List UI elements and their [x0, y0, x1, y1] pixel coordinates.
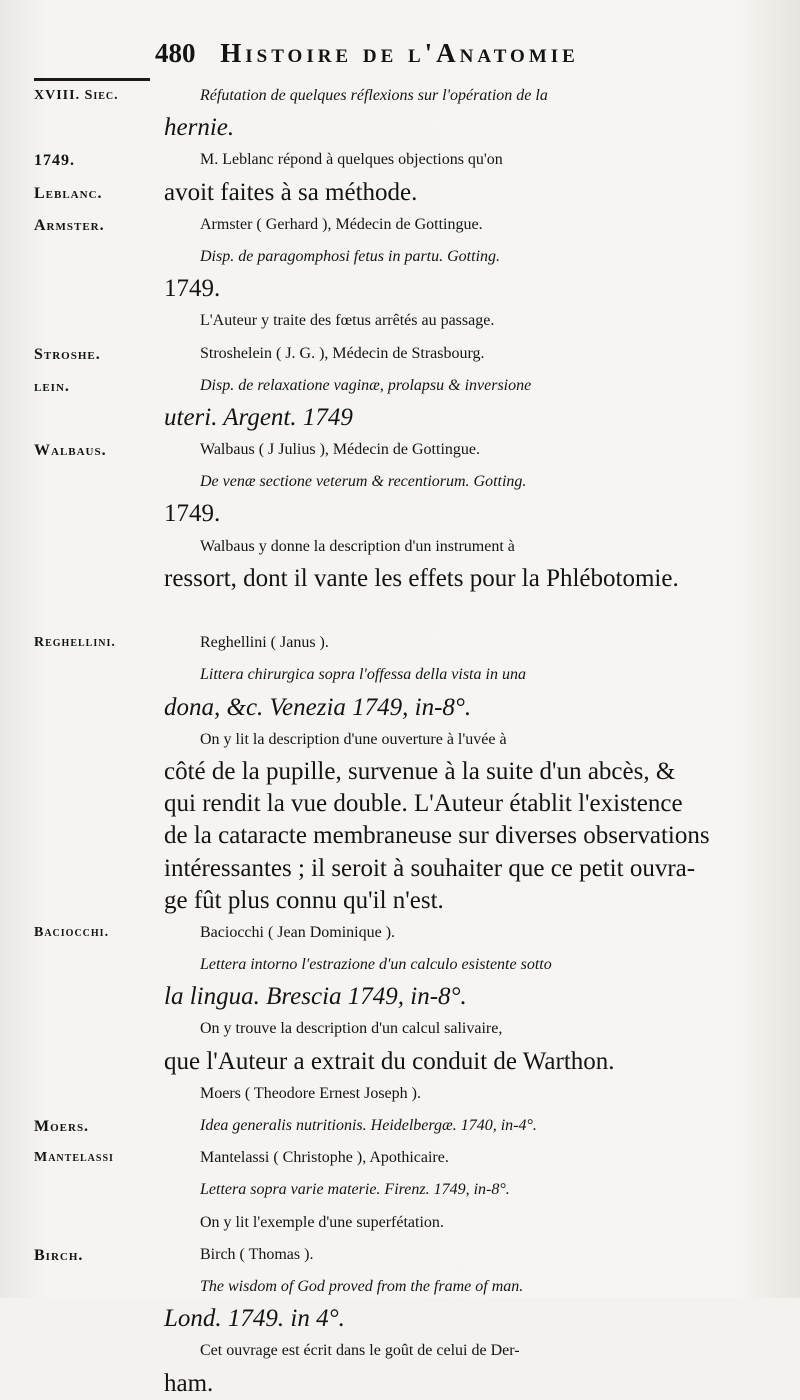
body-line: On y lit la description d'une ouverture à l'uvée à — [200, 730, 507, 748]
text-line — [0, 434, 800, 466]
text-line — [0, 144, 800, 176]
text-line — [0, 659, 800, 691]
italic-line: The wisdom of God proved from the frame of man. — [200, 1277, 524, 1295]
body-line: de la cataracte membraneuse sur diverses observations — [164, 822, 710, 850]
running-title: Histoire de l'Anatomie — [220, 38, 579, 68]
margin-note: Birch. — [34, 1246, 84, 1264]
text-line — [0, 466, 800, 498]
body-line: ham. — [164, 1369, 214, 1397]
italic-line: Disp. de paragomphosi fetus in partu. Gotting. — [200, 247, 501, 265]
text-line — [0, 788, 800, 820]
text-line — [0, 177, 800, 209]
italic-line: Idea generalis nutritionis. Heidelbergæ. 1740, in-4°. — [200, 1117, 537, 1134]
text-line — [0, 563, 800, 595]
text-line — [0, 692, 800, 724]
body-line: On y lit l'exemple d'une superfétation. — [200, 1213, 444, 1231]
body-line: Mantelassi ( Christophe ), Apothicaire. — [200, 1149, 449, 1167]
text-line — [0, 949, 800, 981]
running-header — [155, 38, 675, 69]
body-line: ressort, dont il vante les effets pour la Phlébotomie. — [164, 564, 679, 592]
text-line — [0, 1174, 800, 1206]
margin-note: Stroshe. — [34, 345, 101, 363]
italic-line: Réfutation de quelques réflexions sur l'opération de la — [200, 87, 548, 104]
text-line — [0, 1335, 800, 1367]
italic-line: Lettera sopra varie materie. Firenz. 1749, in-8°. — [200, 1181, 510, 1199]
text-line — [0, 273, 800, 305]
body-line: ge fût plus connu qu'il n'est. — [164, 886, 444, 914]
text-line — [0, 1110, 800, 1142]
margin-note: Mantelassi — [34, 1150, 114, 1166]
text-line — [0, 1271, 800, 1303]
italic-line: hernie. — [164, 114, 235, 142]
margin-note: Walbaus. — [34, 442, 107, 460]
italic-line: Lettera intorno l'estrazione d'un calculo esistente sotto — [200, 956, 552, 974]
body-line: Walbaus ( J Julius ), Médecin de Gottingue. — [200, 441, 480, 459]
text-line — [0, 112, 800, 144]
text-line — [0, 917, 800, 949]
text-line — [0, 531, 800, 563]
body-line: intéressantes ; il seroit à souhaiter que ce petit ouvra- — [164, 854, 696, 882]
text-line — [0, 338, 800, 370]
text-line — [0, 1239, 800, 1271]
text-line — [0, 756, 800, 788]
body-line: Stroshelein ( J. G. ), Médecin de Strasbourg. — [200, 344, 485, 362]
body-line: Walbaus y donne la description d'un instrument à — [200, 537, 515, 555]
body-line: qui rendit la vue double. L'Auteur établit l'existence — [164, 790, 683, 818]
body-line: Moers ( Theodore Ernest Joseph ). — [200, 1084, 421, 1102]
body-line: L'Auteur y traite des fœtus arrêtés au passage. — [200, 312, 495, 330]
body-line: Cet ouvrage est écrit dans le goût de celui de Der- — [200, 1342, 520, 1360]
text-block — [0, 80, 800, 1400]
text-line — [0, 1368, 800, 1400]
body-line: côté de la pupille, survenue à la suite d'un abcès, & — [164, 757, 676, 785]
italic-line: Lond. 1749. in 4°. — [164, 1305, 345, 1333]
text-line — [0, 1142, 800, 1174]
margin-note: Armster. — [34, 216, 105, 234]
margin-note: XVIII. Siec. — [34, 88, 119, 103]
text-line — [0, 885, 800, 917]
body-line: On y trouve la description d'un calcul salivaire, — [200, 1020, 503, 1038]
page-number: 480 — [155, 38, 196, 68]
margin-note: lein. — [34, 377, 70, 395]
text-line — [0, 627, 800, 659]
text-line — [0, 498, 800, 530]
text-line — [0, 820, 800, 852]
text-line — [0, 1046, 800, 1078]
margin-note: Baciocchi. — [34, 924, 110, 940]
text-line — [0, 981, 800, 1013]
italic-line: dona, &c. Venezia 1749, in-8°. — [164, 693, 472, 721]
body-line: Baciocchi ( Jean Dominique ). — [200, 923, 396, 941]
italic-line: la lingua. Brescia 1749, in-8°. — [164, 983, 467, 1011]
italic-line: uteri. Argent. 1749 — [164, 403, 353, 431]
margin-note: Reghellini. — [34, 635, 116, 651]
body-line: Reghellini ( Janus ). — [200, 634, 329, 652]
text-line — [0, 241, 800, 273]
body-line: 1749. — [164, 500, 221, 528]
italic-line: Disp. de relaxatione vaginæ, prolapsu & inversione — [200, 376, 532, 394]
text-line — [0, 1303, 800, 1335]
text-line — [0, 370, 800, 402]
body-line: que l'Auteur a extrait du conduit de Warthon. — [164, 1047, 615, 1075]
text-line — [0, 209, 800, 241]
italic-line: De venæ sectione veterum & recentiorum. Gotting. — [200, 473, 527, 491]
body-line: Armster ( Gerhard ), Médecin de Gottingue. — [200, 215, 483, 233]
text-line — [0, 1207, 800, 1239]
text-line — [0, 80, 800, 112]
text-line — [0, 1078, 800, 1110]
italic-line: Littera chirurgica sopra l'offessa della vista in una — [200, 666, 526, 684]
margin-note: Moers. — [34, 1118, 90, 1135]
text-line — [0, 402, 800, 434]
text-line — [0, 853, 800, 885]
body-line: 1749. — [164, 275, 221, 303]
body-line: avoit faites à sa méthode. — [164, 178, 418, 206]
text-line — [0, 1013, 800, 1045]
margin-note: 1749. — [34, 152, 75, 170]
body-line: M. Leblanc répond à quelques objections qu'on — [200, 151, 503, 169]
margin-note: Leblanc. — [34, 184, 103, 202]
text-line — [0, 595, 800, 627]
body-line: Birch ( Thomas ). — [200, 1245, 314, 1263]
text-line — [0, 305, 800, 337]
text-line — [0, 724, 800, 756]
